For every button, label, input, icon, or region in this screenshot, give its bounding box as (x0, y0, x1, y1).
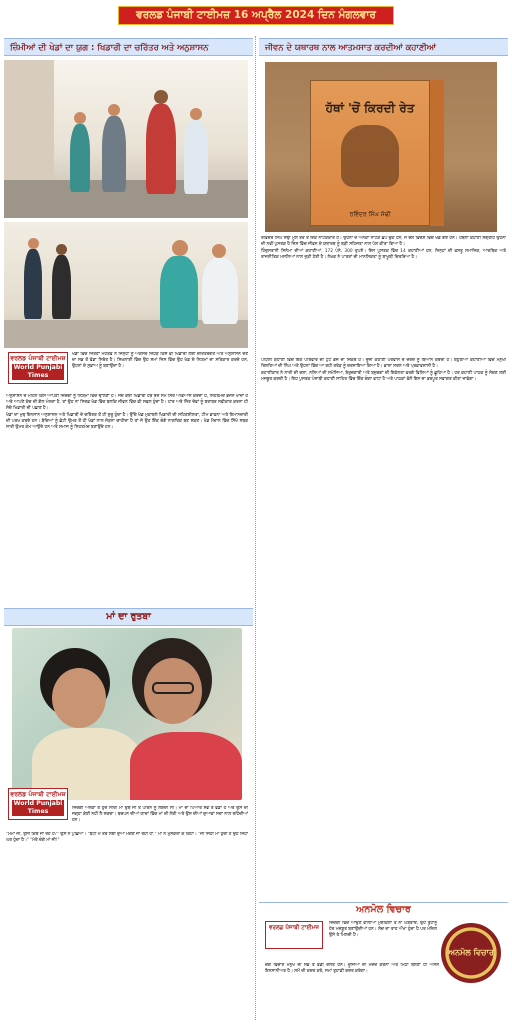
left-headline: ਜ਼ਿੰਮੀਆਂ ਦੀ ਖੇਡਾਂ ਦਾ ਯੁਗ : ਖਿਡਾਰੀ ਦਾ ਚਰਿੱਤਰ ਅਤੇ ਅਨੁਸ਼ਾਸਨ (4, 38, 253, 56)
badge2-line2: World Punjabi Times (13, 800, 63, 815)
sports-paragraph-2: ਅਨੁਸ਼ਾਸਨ ਦੇ ਮਹਿਨੇ ਕਿਸੇ ਆਪਣੀ ਜ਼ਿੰਦਗੀ ਨੂੰ ਨਿਯਮਾਂ ਵਿੱਚ ਢਾਲਣਾ ਹੈ। ਜਦੋਂ ਕੋਈ ਖਿਡਾਰੀ ਹਰ ਰੋਜ਼ ਸਮੇਂ ਸਿਰ ਅਭਿਆਸ ਕਰਦਾ ਹੈ, ਸਿਹਤਮੰਦ ਭੋਜਨ ਖਾਂਦਾ ਹੈ ਅਤੇ ਆਪਣੇ ਕੋਚ ਦੀ ਗੱਲ ਮੰਨਦਾ ਹੈ, ਤਾਂ ਉਹ ਨਾ ਸਿਰਫ਼ ਖੇਡ ਵਿੱਚ ਬਲਕਿ ਜੀਵਨ ਵਿੱਚ ਵੀ ਸਫਲ ਹੁੰਦਾ ਹੈ। ਹਾਰ ਅਤੇ ਜਿੱਤ ਦੋਵਾਂ ਨੂੰ ਬਰਾਬਰ ਸਵੀਕਾਰ ਕਰਨਾ ਹੀ ਸੱਚੇ ਖਿਡਾਰੀ ਦੀ ਪਛਾਣ ਹੈ। (6, 394, 248, 412)
review-paragraph-2: ਹਿੰਦੁਸਤਾਨੀ ਸਿਨੇਮਾ ਦੀਆਂ ਕਹਾਣੀਆਂ, 172 ਪੰਨੇ, 300 ਰੁਪਏ। ਇਸ ਪੁਸਤਕ ਵਿੱਚ 14 ਕਹਾਣੀਆਂ ਹਨ, ਜਿਨ੍ਹਾਂ ਦੀ ਵਸਤੂ ਸਮਾਜਿਕ, ਆਰਥਿਕ ਅਤੇ ਰਾਜਨੀਤਿਕ ਮਸਲਿਆਂ ਨਾਲ ਜੁੜੀ ਹੋਈ ਹੈ। ਲੇਖਕ ਨੇ ਪਾਤਰਾਂ ਦੀ ਮਾਨਸਿਕਤਾ ਨੂੰ ਬਾਖੂਬੀ ਚਿਤਰਿਆ ਹੈ। (261, 249, 506, 261)
opinion-text-2 (265, 963, 439, 1017)
mother-paragraph-1: ਜਿੰਦਗੀ ਅਨੇਕਾਂ ਤੇ ਹੁੰਦ ਸੀਰੀ ਮਾਂ ਉਥੇ ਜੀ ਤੇ ਪੀਰਨ ਨੂੰ ਲੱਗਦੀ ਸੀ। ਮਾਂ ਦਾ ਪਿਆਰ ਸਭ ਤੋਂ ਵੱਡਾ ਹੈ ਅਤੇ ਉਸ ਦੀ ਜਗ੍ਹਾ ਕੋਈ ਨਹੀਂ ਲੈ ਸਕਦਾ। ਬਚਪਨ ਦੀਆਂ ਯਾਦਾਂ ਵਿੱਚ ਮਾਂ ਦੀ ਲੋਰੀ ਅਤੇ ਉਸ ਦੀਆਂ ਦੁਆਵਾਂ ਸਦਾ ਨਾਲ ਰਹਿੰਦੀਆਂ ਹਨ। (72, 806, 248, 824)
masthead (0, 0, 512, 30)
anmol-vichar-emblem (441, 923, 501, 983)
review-article-top (261, 236, 506, 356)
sports-article-intro (72, 352, 248, 392)
world-punjabi-times-logo (8, 352, 68, 384)
book-author: ਰਵਿੰਦਰ ਸਿੰਘ ਸੋਢੀ (349, 211, 391, 218)
opinion-paragraph-2: ਚੰਗੇ ਵਿਚਾਰ ਮਨੁੱਖ ਦੀ ਸਭ ਤੋਂ ਵੱਡੀ ਦੌਲਤ ਹਨ। ਦੂਜਿਆਂ ਦੀ ਮਦਦ ਕਰਨਾ ਅਤੇ ਮਿੱਠਾ ਬੋਲਣਾ ਹੀ ਅਸਲ ਇਨਸਾਨੀਅਤ ਹੈ। ਸਮੇਂ ਦੀ ਕਦਰ ਕਰੋ, ਸਮਾਂ ਤੁਹਾਡੀ ਕਦਰ ਕਰੇਗਾ। (265, 963, 439, 975)
badge3-line1: ਵਰਲਡ ਪੰਜਾਬੀ ਟਾਈਮਜ਼ (268, 925, 320, 931)
anmol-vichar-heading: ਅਨਮੋਲ ਵਿਚਾਰ (356, 904, 411, 915)
sports-article-body (6, 394, 248, 606)
emblem-label: ਅਨਮੋਲ ਵਿਚਾਰ (448, 948, 494, 957)
review-paragraph-3: ਪਹਿਲੀ ਕਹਾਣੀ ਵਿੱਚ ਇੱਕ ਪਰਿਵਾਰ ਦੀ ਟੁੱਟ ਭੱਜ ਦਾ ਜ਼ਿਕਰ ਹੈ। ਦੂਜੀ ਕਹਾਣੀ ਪਰਵਾਸ ਦੇ ਦਰਦ ਨੂੰ ਬਿਆਨ ਕਰਦੀ ਹੈ। ਬਹੁਤੀਆਂ ਕਹਾਣੀਆਂ ਵਿੱਚ ਮਨੁੱਖੀ ਰਿਸ਼ਤਿਆਂ ਦੀ ਨਿੱਘ ਅਤੇ ਉਹਨਾਂ ਵਿੱਚ ਆ ਰਹੀ ਤਰੇੜ ਨੂੰ ਦਰਸਾਇਆ ਗਿਆ ਹੈ। ਭਾਸ਼ਾ ਸਰਲ ਅਤੇ ਪ੍ਰਭਾਵਸ਼ਾਲੀ ਹੈ। (261, 358, 506, 370)
mother-daughter-photo (12, 628, 242, 800)
gym-photo-bottom (4, 222, 248, 348)
sports-paragraph-3: ਖੇਡਾਂ ਦਾ ਮੁਢ ਇਨਸਾਨ ਅਨੁਸ਼ਾਸਨ ਅਤੇ ਖਿਡਾਰੀ ਦੇ ਚਰਿੱਤਰ ਤੋਂ ਹੀ ਸ਼ੁਰੂ ਹੁੰਦਾ ਹੈ। ਉੱਚੇ ਖੇਡ ਮੁਕਾਬਲੇ ਖਿਡਾਰੀ ਦੀ ਸਹਿਣਸ਼ੀਲਤਾ, ਟੀਮ ਭਾਵਨਾ ਅਤੇ ਇਮਾਨਦਾਰੀ ਦੀ ਪਰਖ ਕਰਦੇ ਹਨ। ਬੱਚਿਆਂ ਨੂੰ ਛੋਟੀ ਉਮਰ ਤੋਂ ਹੀ ਖੇਡਾਂ ਨਾਲ ਜੋੜਨਾ ਚਾਹੀਦਾ ਹੈ ਤਾਂ ਜੋ ਉਹ ਇੱਕ ਚੰਗੇ ਨਾਗਰਿਕ ਬਣ ਸਕਣ। ਖੇਡ ਮੈਦਾਨ ਵਿੱਚ ਸਿੱਖੇ ਸਬਕ ਸਾਰੀ ਉਮਰ ਕੰਮ ਆਉਂਦੇ ਹਨ ਅਤੇ ਸਮਾਜ ਨੂੰ ਸਿਹਤਮੰਦ ਬਣਾਉਂਦੇ ਹਨ। (6, 413, 248, 431)
column-divider (255, 36, 256, 1020)
review-paragraph-4: ਕਹਾਣੀਕਾਰ ਨੇ ਨਾਰੀ ਦੀ ਦਸ਼ਾ, ਨਸ਼ਿਆਂ ਦੀ ਸਮੱਸਿਆ, ਬੇਰੁਜ਼ਗਾਰੀ ਅਤੇ ਬਜ਼ੁਰਗਾਂ ਦੀ ਇਕੱਲਤਾ ਵਰਗੇ ਵਿਸ਼ਿਆਂ ਨੂੰ ਛੂਹਿਆ ਹੈ। ਹਰ ਕਹਾਣੀ ਪਾਠਕ ਨੂੰ ਸੋਚਣ ਲਈ ਮਜਬੂਰ ਕਰਦੀ ਹੈ। ਇਹ ਪੁਸਤਕ ਪੰਜਾਬੀ ਕਹਾਣੀ ਸਾਹਿਤ ਵਿੱਚ ਇੱਕ ਚੰਗਾ ਵਾਧਾ ਹੈ ਅਤੇ ਪਾਠਕਾਂ ਵੱਲੋਂ ਇਸ ਦਾ ਭਰਪੂਰ ਸਵਾਗਤ ਕੀਤਾ ਜਾਵੇਗਾ। (261, 371, 506, 383)
book-title: ਹੱਥਾਂ 'ਚੋਂ ਕਿਰਦੀ ਰੇਤ (325, 101, 415, 115)
review-paragraph-1: ਰਵਿੰਦਰ ਸਿੰਘ ਸੋਢੀ ਮੂਲ ਤੌਰ ਤੇ ਇੱਕ ਨਾਟਕਕਾਰ ਹੈ। ਉਹਨਾਂ ਦੇ ਅਨੇਕਾਂ ਨਾਟਕ ਛਪ ਚੁੱਕੇ ਹਨ, ਜੋ ਦੇਸ਼ ਵਿਦੇਸ਼ ਵਿੱਚ ਖੇਡੇ ਗਏ ਹਨ। ਹਥਲਾ ਕਹਾਣੀ ਸੰਗ੍ਰਹਿ ਉਹਨਾਂ ਦੀ ਨਵੀਂ ਪੁਸਤਕ ਹੈ ਜਿਸ ਵਿੱਚ ਜੀਵਨ ਦੇ ਯਥਾਰਥ ਨੂੰ ਬੜੀ ਸਹਿਜਤਾ ਨਾਲ ਪੇਸ਼ ਕੀਤਾ ਗਿਆ ਹੈ। (261, 236, 506, 248)
right-headline: ਜੀਵਨ ਦੇ ਯਥਾਰਥ ਨਾਲ ਆਤਮਸਾਤ ਕਰਦੀਆਂ ਕਹਾਣੀਆਂ (259, 38, 508, 56)
sports-paragraph-1: ਖੇਡਾਂ ਵਿੱਚ ਜਿੱਤਣਾ ਮਹੱਤਵ ਨੇ ਜਿਨ੍ਹਾਂ ਨੂੰ ਅਕਸਰ ਜਿਹੜੇ ਕਿਸੇ ਵੀ ਖਿਡਾਰੀ ਲਈ ਚਰਿੱਤਰਗਤ ਅਤੇ ਅਨੁਸ਼ਾਸਨ ਦੇਣ ਦਾ ਸਭ ਤੋਂ ਵੱਡਾ ਸਿਰੋਤ ਹੈ। ਸਿਖ਼ਲਾਈ ਵਿੱਚ ਉਹ ਸਮਾਂ ਜਿਸ ਵਿੱਚ ਉਹ ਖੇਡ ਦੇ ਨਿਯਮਾਂ ਦਾ ਸਤਿਕਾਰ ਕਰਦੇ ਹਨ, ਉਹਨਾਂ ਦੇ ਸੁਭਾਅ ਨੂੰ ਬਣਾਉਂਦਾ ਹੈ। (72, 352, 248, 370)
opinion-paragraph-1: ਜ਼ਿੰਦਗੀ ਵਿੱਚ ਆਉਣ ਵਾਲੀਆਂ ਮੁਸ਼ਕਿਲਾਂ ਤੋਂ ਨਾ ਘਬਰਾਓ, ਉਹ ਤੁਹਾਨੂੰ ਹੋਰ ਮਜ਼ਬੂਤ ਬਣਾਉਂਦੀਆਂ ਹਨ। ਸੱਚ ਦਾ ਰਾਹ ਔਖਾ ਹੁੰਦਾ ਹੈ ਪਰ ਮੰਜ਼ਿਲ ਉਸੇ ਤੇ ਮਿਲਦੀ ਹੈ। (329, 921, 437, 939)
book-cover-photo (265, 62, 497, 232)
anmol-vichar-box (259, 902, 508, 1020)
badge2-line1: ਵਰਲਡ ਪੰਜਾਬੀ ਟਾਈਮਜ਼ (10, 791, 66, 798)
badge-line1: ਵਰਲਡ ਪੰਜਾਬੀ ਟਾਈਮਜ਼ (10, 355, 66, 362)
world-punjabi-times-logo-2 (8, 788, 68, 820)
opinion-text-1 (329, 921, 437, 961)
mother-article-body (6, 832, 248, 898)
masthead-title: ਵਰਲਡ ਪੰਜਾਬੀ ਟਾਈਮਜ਼ 16 ਅਪ੍ਰੈਲ 2024 ਦਿਨ ਮੰਗਲਵਾਰ (118, 6, 394, 25)
book-spine (430, 80, 444, 226)
world-punjabi-times-logo-3 (265, 921, 323, 949)
book-cover (310, 80, 430, 226)
mother-paragraph-2: "ਮੰਮਾ ਜੀ, ਤੁਸੀਂ ਕਿੱਥੇ ਜਾ ਰਹੇ ਹੋ?" ਉਸ ਨੇ ਪੁੱਛਿਆ। "ਬੇਟੀ ਮੈਂ ਤੇਰੇ ਲਈ ਦੁਆ ਮੰਗਣ ਜਾ ਰਹੀ ਹਾਂ," ਮਾਂ ਨੇ ਮੁਸਕਰਾ ਕੇ ਕਿਹਾ। "ਜੀ ਜਿਹੀ ਮਾਂ ਹੁੰਦੀ ਹੈ ਉਹੋ ਜਿਹਾ ਘਰ ਹੁੰਦਾ ਹੈ।" "ਮੇਰੇ ਚੰਗੇ ਮਾਂ ਜੀ!" (6, 832, 248, 844)
mother-subheadline: ਮਾਂ ਦਾ ਰੁਤਬਾ (4, 608, 253, 626)
mother-article-intro (72, 806, 248, 830)
badge-line2: World Punjabi Times (13, 364, 63, 379)
gym-photo-top (4, 60, 248, 218)
